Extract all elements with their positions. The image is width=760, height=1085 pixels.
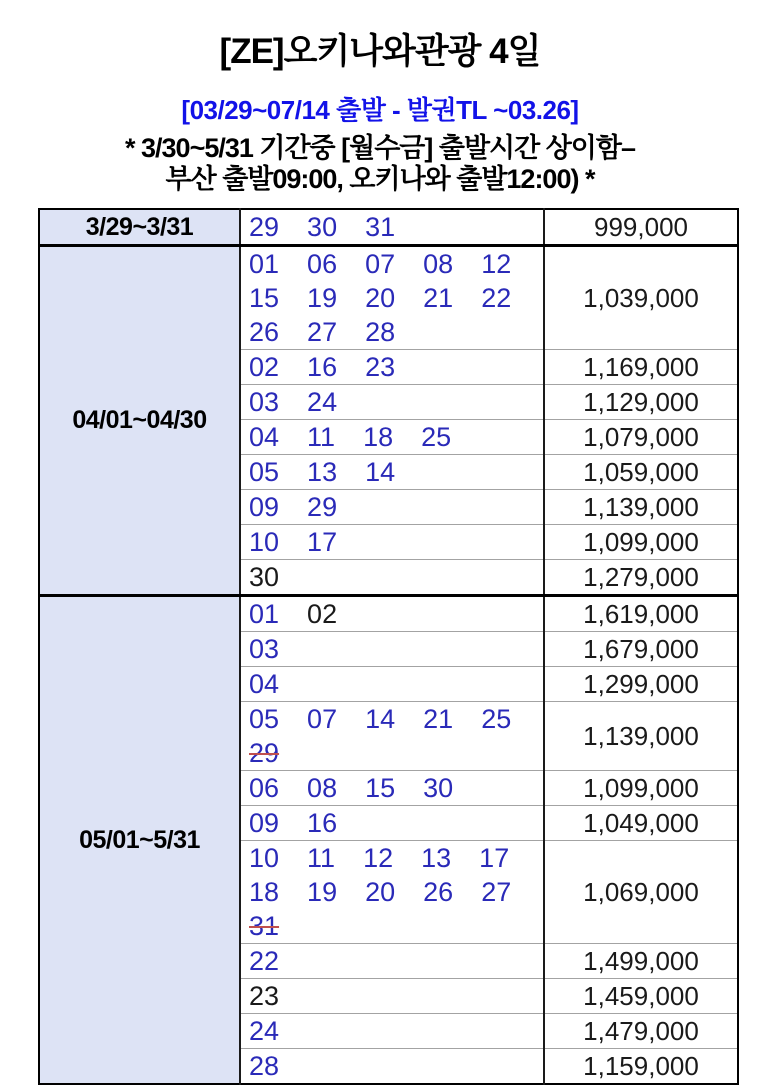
departure-dates-cell xyxy=(240,246,544,350)
date-token: 25 xyxy=(481,704,512,734)
date-token: 07 xyxy=(307,704,338,734)
departure-dates-cell xyxy=(240,979,544,1014)
departure-dates-cell xyxy=(240,560,544,596)
date-token: 18 xyxy=(249,877,280,907)
date-range-cell: 3/29~3/31 xyxy=(39,209,240,246)
date-line xyxy=(249,875,543,909)
date-token: 28 xyxy=(249,1051,280,1081)
date-line xyxy=(249,420,543,454)
date-token: 04 xyxy=(249,669,280,699)
date-line xyxy=(249,525,543,559)
date-token: 28 xyxy=(365,317,396,347)
date-line xyxy=(249,771,543,805)
date-line xyxy=(249,702,543,736)
date-token: 10 xyxy=(249,843,280,873)
departure-dates-cell xyxy=(240,632,544,667)
date-token: 19 xyxy=(307,877,338,907)
date-token: 12 xyxy=(481,249,512,279)
date-token: 21 xyxy=(423,283,454,313)
note-line-1: * 3/30~5/31 기간중 [월수금] 출발시간 상이함– xyxy=(125,133,635,163)
price-table xyxy=(38,208,739,1085)
date-line xyxy=(249,490,543,524)
date-token: 26 xyxy=(423,877,454,907)
date-token: 05 xyxy=(249,704,280,734)
date-token: 13 xyxy=(421,843,452,873)
price-cell: 1,169,000 xyxy=(544,350,738,385)
price-cell: 1,479,000 xyxy=(544,1014,738,1049)
departure-dates-cell xyxy=(240,1014,544,1049)
date-token: 03 xyxy=(249,387,280,417)
date-token: 06 xyxy=(249,773,280,803)
date-line xyxy=(249,979,543,1013)
date-token: 24 xyxy=(307,387,338,417)
date-token: 10 xyxy=(249,527,280,557)
departure-dates-cell xyxy=(240,455,544,490)
date-token: 20 xyxy=(365,877,396,907)
date-token: 23 xyxy=(365,352,396,382)
price-cell: 1,049,000 xyxy=(544,806,738,841)
departure-dates-cell xyxy=(240,525,544,560)
date-token: 08 xyxy=(307,773,338,803)
price-cell: 1,459,000 xyxy=(544,979,738,1014)
date-token: 09 xyxy=(249,492,280,522)
price-cell: 999,000 xyxy=(544,209,738,246)
price-cell: 1,139,000 xyxy=(544,702,738,771)
date-token: 31 xyxy=(365,212,396,242)
date-token: 01 xyxy=(249,599,280,629)
price-cell: 1,279,000 xyxy=(544,560,738,596)
departure-dates-cell xyxy=(240,596,544,632)
date-token: 17 xyxy=(479,843,510,873)
date-token: 11 xyxy=(307,422,336,452)
date-token: 29 xyxy=(307,492,338,522)
date-line xyxy=(249,455,543,489)
date-range-cell: 04/01~04/30 xyxy=(39,246,240,596)
departure-dates-cell xyxy=(240,490,544,525)
departure-dates-cell xyxy=(240,385,544,420)
date-line xyxy=(249,909,543,943)
date-token: 26 xyxy=(249,317,280,347)
date-token: 17 xyxy=(307,527,338,557)
date-line xyxy=(249,281,543,315)
page-title: [ZE]오키나와관광 4일 xyxy=(219,32,541,71)
price-cell: 1,069,000 xyxy=(544,841,738,944)
date-line xyxy=(249,1049,543,1083)
date-token: 05 xyxy=(249,457,280,487)
date-token: 13 xyxy=(307,457,338,487)
price-cell: 1,099,000 xyxy=(544,525,738,560)
date-range-cell: 05/01~5/31 xyxy=(39,596,240,1085)
date-token: 21 xyxy=(423,704,454,734)
departure-dates-cell xyxy=(240,667,544,702)
price-cell: 1,079,000 xyxy=(544,420,738,455)
date-token: 11 xyxy=(307,843,336,873)
price-cell: 1,679,000 xyxy=(544,632,738,667)
price-cell: 1,619,000 xyxy=(544,596,738,632)
date-line xyxy=(249,806,543,840)
departure-dates-cell xyxy=(240,209,544,246)
table-row xyxy=(39,246,738,350)
departure-dates-cell xyxy=(240,771,544,806)
date-line xyxy=(249,247,543,281)
date-token: 15 xyxy=(365,773,396,803)
date-token: 22 xyxy=(481,283,512,313)
date-line xyxy=(249,350,543,384)
date-token: 25 xyxy=(421,422,452,452)
date-line xyxy=(249,841,543,875)
date-token: 23 xyxy=(249,981,280,1011)
date-token: 04 xyxy=(249,422,280,452)
departure-dates-cell xyxy=(240,841,544,944)
departure-ticketing-subtitle: [03/29~07/14 출발 - 발권TL ~03.26] xyxy=(181,95,579,125)
date-token: 07 xyxy=(365,249,396,279)
date-token: 19 xyxy=(307,283,338,313)
date-token: 01 xyxy=(249,249,280,279)
date-token: 12 xyxy=(363,843,394,873)
note-line-2: 부산 출발09:00, 오키나와 출발12:00) * xyxy=(165,164,595,194)
departure-dates-cell xyxy=(240,350,544,385)
date-token: 16 xyxy=(307,352,338,382)
date-line xyxy=(249,597,543,631)
date-token: 14 xyxy=(365,704,396,734)
price-cell: 1,129,000 xyxy=(544,385,738,420)
price-cell: 1,299,000 xyxy=(544,667,738,702)
date-token: 18 xyxy=(363,422,394,452)
price-cell: 1,099,000 xyxy=(544,771,738,806)
price-cell: 1,159,000 xyxy=(544,1049,738,1085)
date-line xyxy=(249,385,543,419)
departure-dates-cell xyxy=(240,1049,544,1085)
date-token: 27 xyxy=(307,317,338,347)
date-token: 09 xyxy=(249,808,280,838)
departure-dates-cell xyxy=(240,944,544,979)
date-line xyxy=(249,632,543,666)
price-cell: 1,499,000 xyxy=(544,944,738,979)
table-row xyxy=(39,596,738,632)
date-token: 27 xyxy=(481,877,512,907)
date-token: 06 xyxy=(307,249,338,279)
date-line xyxy=(249,1014,543,1048)
departure-dates-cell xyxy=(240,702,544,771)
price-table-body xyxy=(39,209,738,1084)
date-line xyxy=(249,315,543,349)
date-token: 30 xyxy=(307,212,338,242)
date-token: 30 xyxy=(249,562,280,592)
date-line xyxy=(249,560,543,594)
date-line xyxy=(249,736,543,770)
date-token: 22 xyxy=(249,946,280,976)
date-token: 15 xyxy=(249,283,280,313)
date-token: 24 xyxy=(249,1016,280,1046)
date-token: 02 xyxy=(307,599,338,629)
date-token: 29 xyxy=(249,212,280,242)
departure-dates-cell xyxy=(240,806,544,841)
price-cell: 1,059,000 xyxy=(544,455,738,490)
date-token: 14 xyxy=(365,457,396,487)
date-token: 08 xyxy=(423,249,454,279)
date-token: 20 xyxy=(365,283,396,313)
price-cell: 1,039,000 xyxy=(544,246,738,350)
date-line xyxy=(249,667,543,701)
date-line xyxy=(249,944,543,978)
date-token-cancelled: 31 xyxy=(249,911,280,941)
departure-dates-cell xyxy=(240,420,544,455)
date-token-cancelled: 29 xyxy=(249,738,280,768)
date-token: 03 xyxy=(249,634,280,664)
price-cell: 1,139,000 xyxy=(544,490,738,525)
date-token: 16 xyxy=(307,808,338,838)
date-line xyxy=(249,210,543,244)
table-row xyxy=(39,209,738,246)
date-token: 02 xyxy=(249,352,280,382)
page-header xyxy=(0,0,760,195)
date-token: 30 xyxy=(423,773,454,803)
